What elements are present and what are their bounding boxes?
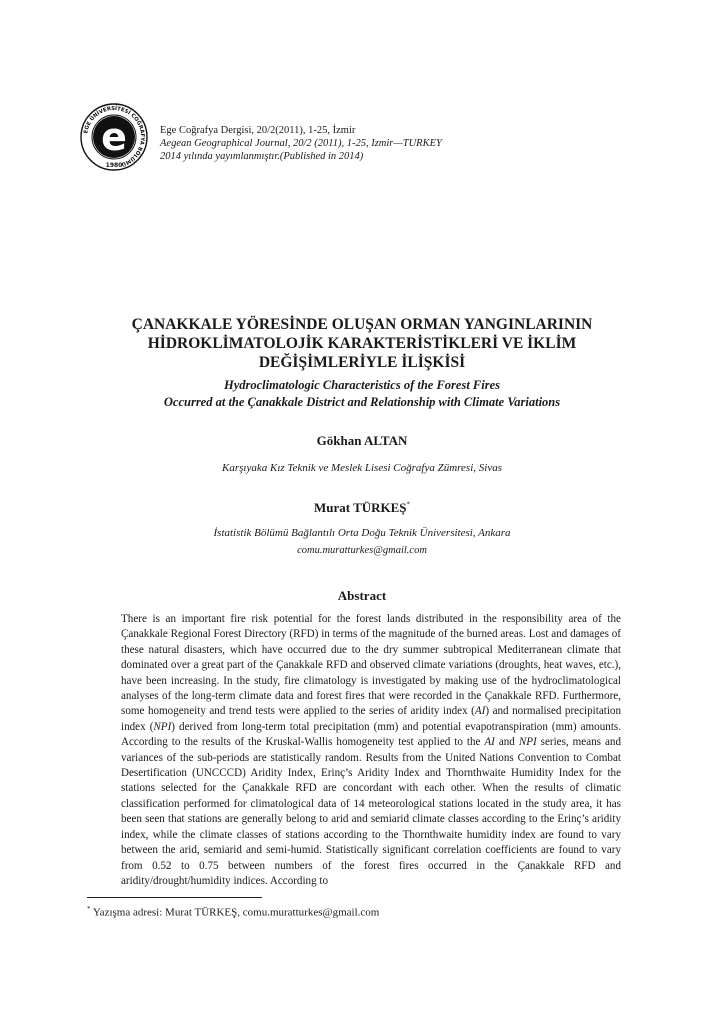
author-name: Gökhan ALTAN [316,433,408,448]
author-affiliation: Karşıyaka Kız Teknik ve Meslek Lisesi Coğrafya Zümresi, Sivas [222,462,502,474]
title-tr-line: HİDROKLİMATOLOJİK KARAKTERİSTİKLERİ VE İKLİM [147,335,577,352]
journal-line-published: 2014 yılında yayımlanmıştır.(Published in 2014) [160,151,364,162]
seal-ring-text: EGE ÜNİVERSİTESİ COĞRAFYA BÖLÜMÜ [83,105,146,167]
footnote-marker: * [406,500,411,509]
title-en-line: Occurred at the Çanakkale District and Relationship with Climate Variations [163,395,561,409]
abstract-body [121,612,621,889]
abstract-text: and [494,736,519,749]
abstract-text: ) derived from long-term total precipitation (mm) and potential evapotranspiration (mm) amounts. According to the results of the Kruskal-Wallis homogeneity test applied to the [121,720,621,749]
abstract-term: NPI [518,736,537,749]
title-tr-line: ÇANAKKALE YÖRESİNDE OLUŞAN ORMAN YANGINLARININ [131,316,593,333]
seal-year: 1980 [105,162,123,169]
abstract-term: AI [484,736,495,749]
abstract-term: NPI [153,720,172,733]
journal-header [160,124,442,163]
author-affiliation: İstatistik Bölümü Bağlantılı Orta Doğu Teknik Üniversitesi, Ankara [213,527,511,539]
title-tr-line: DEĞİŞİMLERİYLE İLİŞKİSİ [258,354,466,371]
author-name [0,500,724,516]
footnote-divider [87,897,262,898]
footnote-text: Yazışma adresi: Murat TÜRKEŞ, comu.muratturkes@gmail.com [90,906,380,919]
seal-letter: e [101,115,127,159]
abstract-term: AI [474,705,486,718]
author-email: comu.muratturkes@gmail.com [297,545,427,556]
abstract-text: series, means and variances of the sub-periods are statistically random. Results from the United Nations Convention to Combat Desertification (UNCCCD) Aridity Index, Erinç’s Aridity Index and Thornthwaite Humidity Index for the stations selected for the Çanakkale RFD are concordant with each other. When the results of climatic classification performed for climatological data of 14 meteorological stations located in the study area, it has been seen that stations are generally belong to arid and semiarid climate classes according to the Erinç’s aridity index, while the climate classes of stations according to the Thornthwaite humidity index are found to vary between the arid, semiarid and semi-humid. Statistically significant correlation coefficients are found to vary from 0.52 to 0.75 between numbers of the forest fires occurred in the Çanakkale RFD and aridity/drought/humidity indices. According to [121,736,621,887]
title-turkish [0,315,724,372]
abstract-text: There is an important fire risk potential for the forest lands distributed in the responsibility area of the Çanakkale Regional Forest Directory (RFD) in terms of the magnitude of the burned areas. Lost and damages of these natural disasters, which have occurred due to the dry summer subtropical Mediterranean climate that dominated over a great part of the Çanakkale RFD and observed climate variations (droughts, heat waves, etc.), have been increasing. In the study, fire climatology is investigated by making use of the hydroclimatological analyses of the long-term climate data and forest fires that were recorded in the Çanakkale RFD. Furthermore, some homogeneity and trend tests were applied to the series of aridity index ( [121,613,621,718]
journal-line-en: Aegean Geographical Journal, 20/2 (2011), 1-25, Izmir—TURKEY [160,138,442,149]
abstract-heading: Abstract [337,588,387,603]
footnote [87,905,379,919]
journal-line-tr: Ege Coğrafya Dergisi, 20/2(2011), 1-25, İzmir [160,125,356,136]
title-en-line: Hydroclimatologic Characteristics of the Forest Fires [223,378,501,392]
abstract-text: ) and normalised precipitation index ( [121,705,621,733]
author-name-text: Murat TÜRKEŞ [313,500,407,515]
university-seal-icon [80,103,148,171]
title-english [0,377,724,411]
footnote-mark: * [87,905,91,913]
